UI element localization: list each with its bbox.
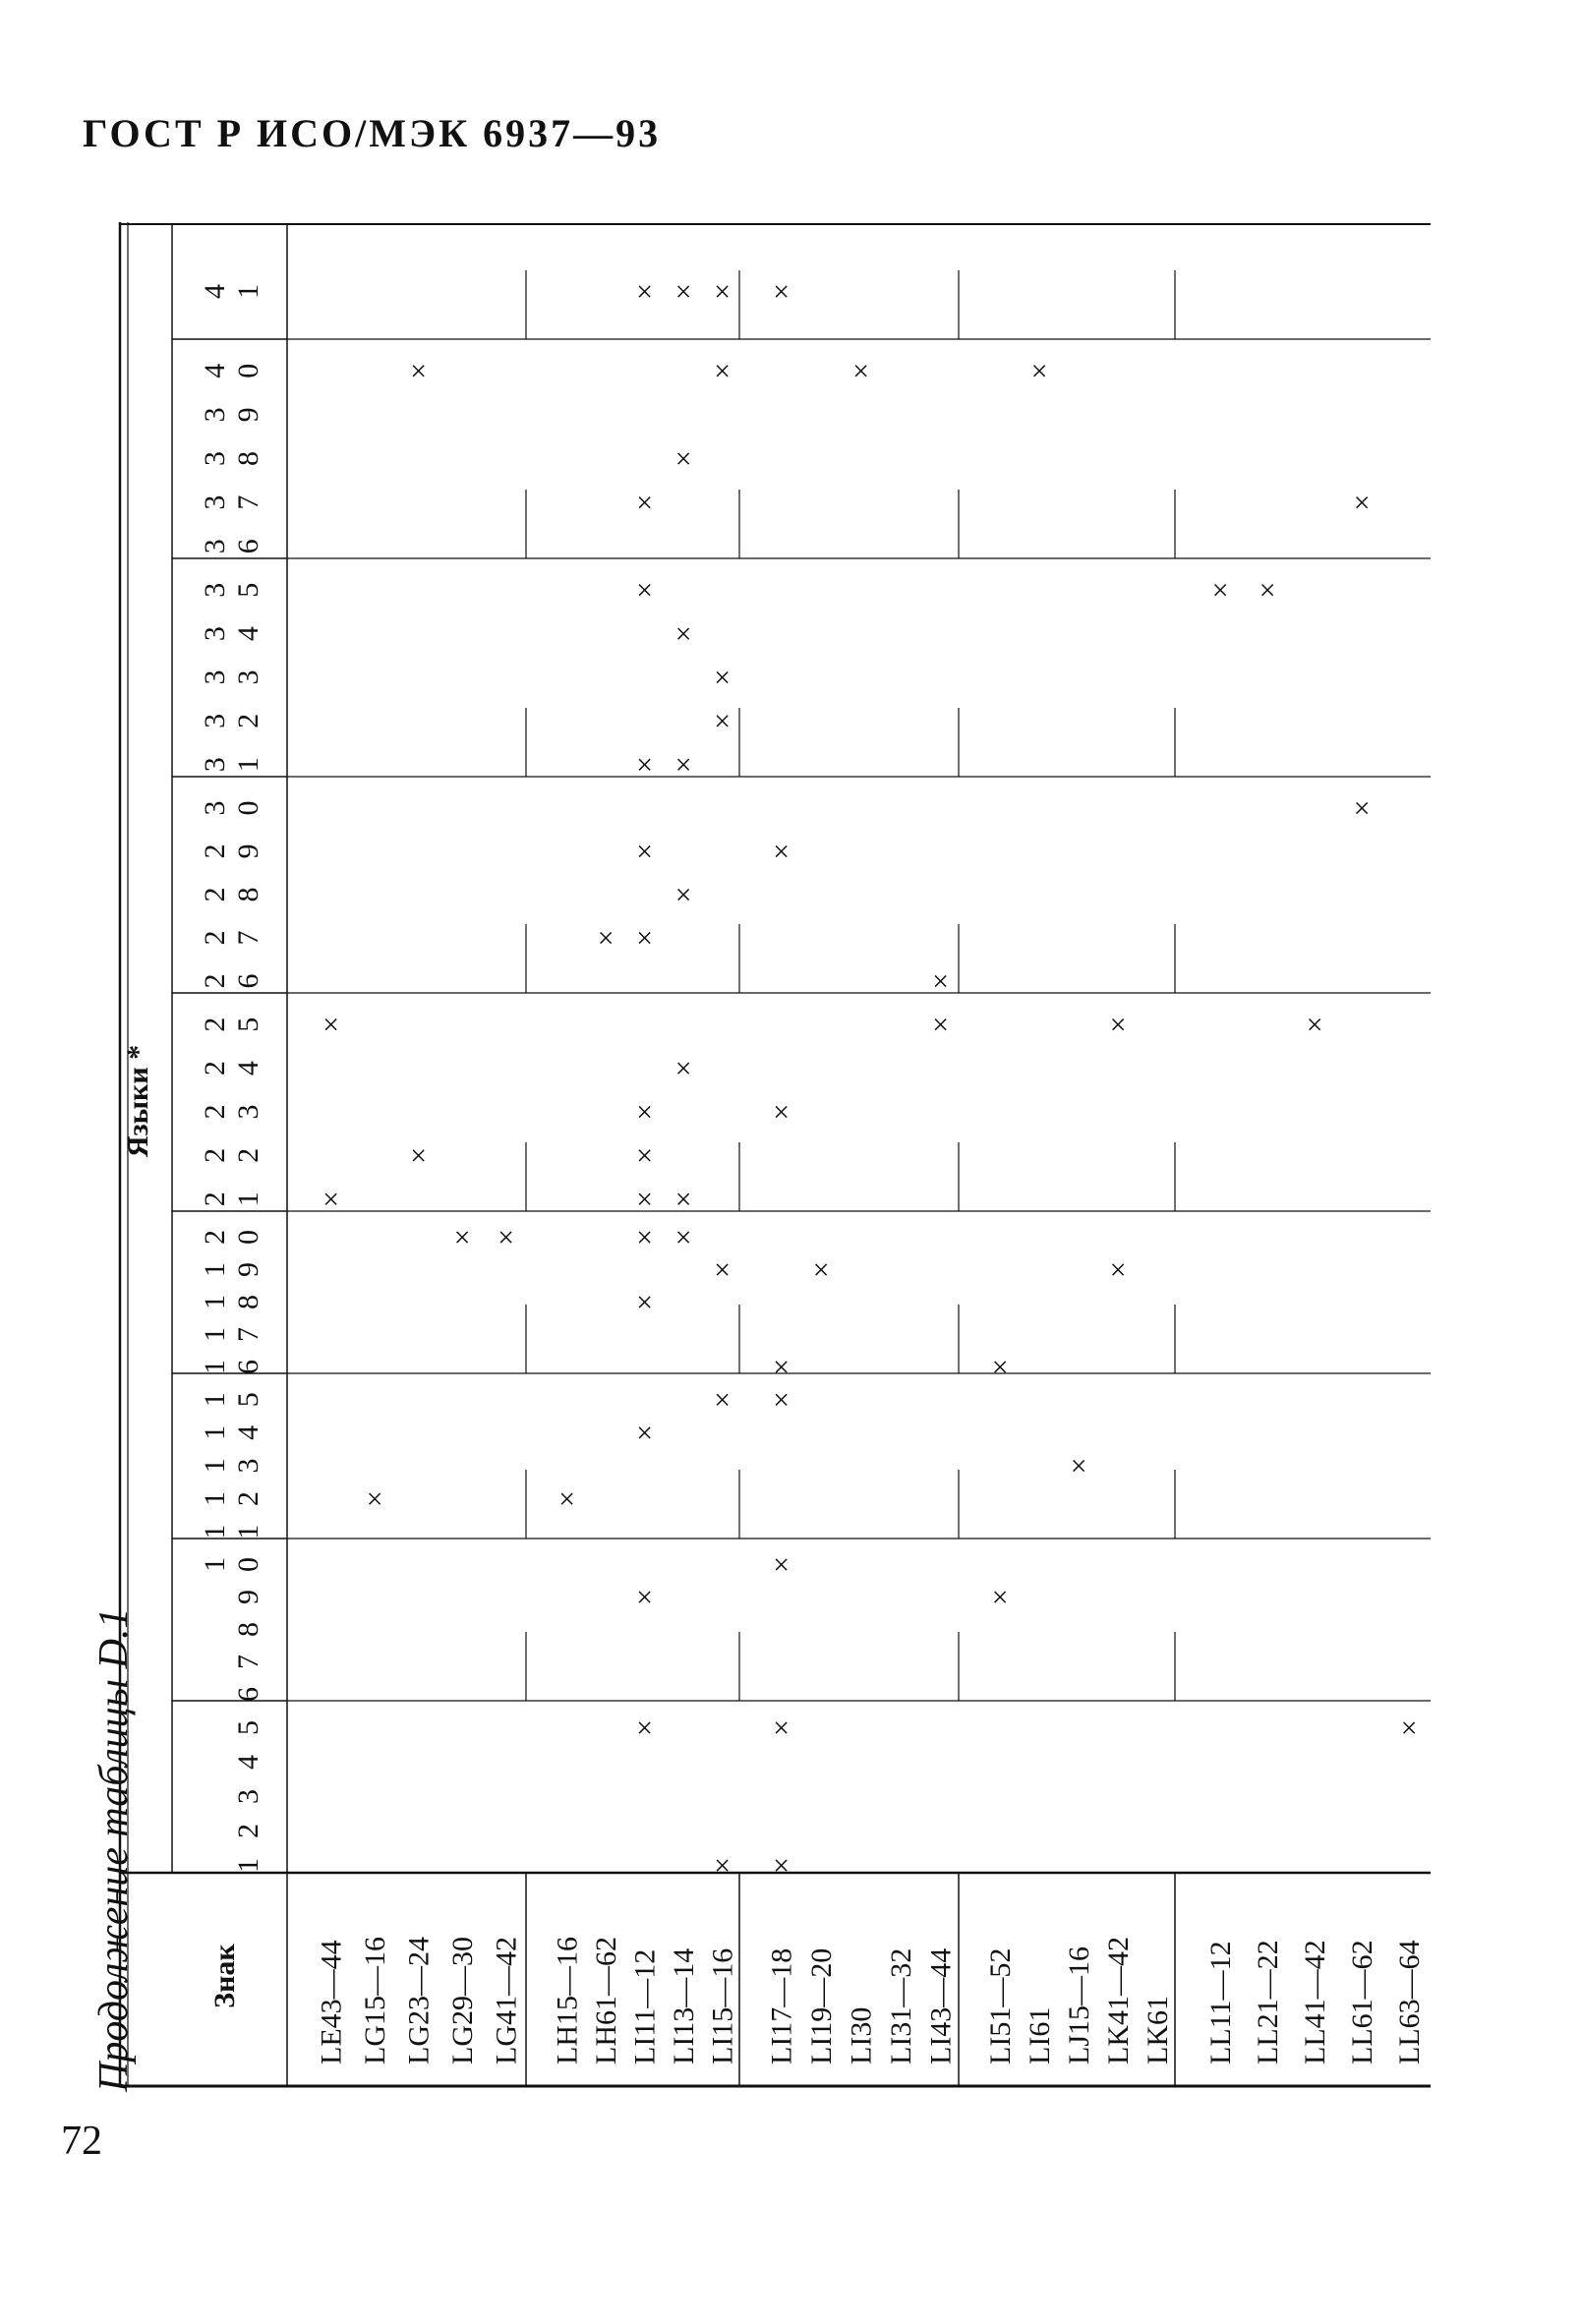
mark-cross: × <box>315 1016 348 1033</box>
column-digit-bottom: 2 <box>232 1491 264 1507</box>
column-digit-top: 1 <box>199 1360 231 1374</box>
column-digit-bottom: 7 <box>232 1655 264 1669</box>
column-digit-bottom: 9 <box>232 843 264 859</box>
column-digit-bottom: 2 <box>232 1147 264 1163</box>
sign-label: LL61—62 <box>1346 1940 1378 2064</box>
mark-cross: × <box>1102 1261 1135 1278</box>
column-digit-bottom: 6 <box>232 539 264 554</box>
column-digit-top: 1 <box>199 1491 231 1507</box>
mark-cross: × <box>1024 362 1056 379</box>
column-digit-bottom: 6 <box>232 973 264 989</box>
column-digit-bottom: 1 <box>232 757 264 773</box>
column-digit-bottom: 5 <box>232 582 264 598</box>
column-digit-top: 1 <box>199 1424 231 1440</box>
mark-cross: × <box>402 1146 436 1164</box>
column-digit-top: 4 <box>199 363 231 378</box>
column-digit-top: 2 <box>199 887 231 902</box>
column-digit-bottom: 3 <box>232 1458 264 1474</box>
column-digit-bottom: 7 <box>232 494 264 510</box>
mark-cross: × <box>628 1146 662 1164</box>
mark-cross: × <box>924 972 958 990</box>
mark-cross: × <box>628 283 662 300</box>
column-digit-bottom: 4 <box>232 1061 264 1076</box>
column-digit-top: 2 <box>199 1230 231 1245</box>
sign-label: LI15—16 <box>706 1947 739 2064</box>
column-digit-bottom: 5 <box>232 1720 264 1735</box>
column-digit-top: 1 <box>199 1295 231 1309</box>
column-digit-bottom: 3 <box>232 669 264 685</box>
sign-label: LI13—14 <box>667 1947 700 2064</box>
sign-label: LI19—20 <box>804 1947 838 2064</box>
column-digit-top: 3 <box>199 407 231 423</box>
column-digit-bottom: 8 <box>232 1622 264 1637</box>
column-digit-top: 2 <box>199 1061 231 1076</box>
document-header: ГОСТ Р ИСО/МЭК 6937—93 <box>83 111 662 155</box>
column-digit-bottom: 3 <box>232 1104 264 1120</box>
column-digit-top: 2 <box>199 843 231 859</box>
mark-cross: × <box>628 494 662 511</box>
sign-label: LG23—24 <box>402 1937 436 2064</box>
sign-label: LL41—42 <box>1299 1940 1331 2064</box>
mark-cross: × <box>765 1719 798 1736</box>
mark-cross: × <box>765 1103 798 1121</box>
mark-cross: × <box>804 1261 838 1278</box>
column-digit-bottom: 1 <box>232 284 264 299</box>
column-digit-bottom: 3 <box>232 1789 264 1804</box>
mark-cross: × <box>628 842 662 860</box>
mark-cross: × <box>667 625 700 643</box>
mark-cross: × <box>358 1490 391 1508</box>
column-digit-bottom: 4 <box>232 1755 264 1770</box>
column-digit-bottom: 1 <box>232 1858 264 1873</box>
mark-cross: × <box>706 1391 739 1409</box>
mark-cross: × <box>706 1261 739 1278</box>
mark-cross: × <box>402 362 436 379</box>
page-number: 72 <box>61 2119 102 2164</box>
column-digit-bottom: 0 <box>232 800 264 816</box>
mark-cross: × <box>1393 1719 1426 1736</box>
sign-label: LI43—44 <box>924 1947 958 2064</box>
sign-header: Знак <box>208 1944 241 2008</box>
column-digit-top: 4 <box>199 284 231 299</box>
mark-cross: × <box>706 362 739 379</box>
mark-cross: × <box>765 1556 798 1573</box>
column-digit-bottom: 4 <box>232 1424 264 1440</box>
mark-cross: × <box>667 283 700 300</box>
column-digit-bottom: 9 <box>232 1262 264 1277</box>
column-digit-top: 2 <box>199 1191 231 1207</box>
column-digit-bottom: 2 <box>232 1824 264 1838</box>
table-text <box>122 283 1426 2064</box>
mark-cross: × <box>628 1294 662 1310</box>
column-digit-bottom: 1 <box>232 1191 264 1207</box>
column-digit-top: 3 <box>199 582 231 598</box>
sign-label: LG15—16 <box>358 1937 391 2064</box>
sign-label: LL21—22 <box>1252 1940 1284 2064</box>
column-digit-bottom: 2 <box>232 713 264 728</box>
column-digit-top: 3 <box>199 494 231 510</box>
sign-label: LI61 <box>1024 2006 1056 2064</box>
sign-label: LI51—52 <box>984 1947 1017 2064</box>
column-digit-bottom: 0 <box>232 1557 264 1572</box>
column-digit-top: 1 <box>199 1392 231 1408</box>
mark-cross: × <box>628 1103 662 1121</box>
mark-cross: × <box>1346 494 1378 511</box>
column-digit-bottom: 7 <box>232 1327 264 1342</box>
mark-cross: × <box>628 756 662 774</box>
column-digit-bottom: 8 <box>232 1295 264 1309</box>
column-digit-top: 3 <box>199 757 231 773</box>
mark-cross: × <box>1102 1016 1135 1033</box>
column-digit-bottom: 6 <box>232 1360 264 1374</box>
mark-cross: × <box>315 1191 348 1208</box>
mark-cross: × <box>765 1857 798 1874</box>
column-digit-bottom: 8 <box>232 451 264 466</box>
mark-cross: × <box>667 450 700 467</box>
mark-cross: × <box>628 1423 662 1441</box>
column-digit-bottom: 6 <box>232 1687 264 1702</box>
column-digit-bottom: 7 <box>232 930 264 946</box>
sign-label: LI17—18 <box>765 1947 798 2064</box>
mark-cross: × <box>706 1857 739 1874</box>
mark-cross: × <box>628 581 662 599</box>
column-digit-top: 1 <box>199 1262 231 1277</box>
mark-cross: × <box>667 756 700 774</box>
column-digit-top: 1 <box>199 1458 231 1474</box>
mark-cross: × <box>924 1016 958 1033</box>
mark-cross: × <box>706 283 739 300</box>
column-digit-top: 1 <box>199 1524 231 1540</box>
table-caption: Продолжение таблицы D.1 <box>91 1607 137 2092</box>
sign-label: LK61 <box>1142 1996 1174 2064</box>
mark-cross: × <box>845 362 878 379</box>
mark-cross: × <box>490 1229 523 1246</box>
column-digit-bottom: 4 <box>232 626 264 642</box>
column-digit-top: 1 <box>199 1557 231 1572</box>
column-digit-bottom: 5 <box>232 1017 264 1032</box>
column-digit-top: 2 <box>199 1147 231 1163</box>
column-digit-bottom: 1 <box>232 1524 264 1540</box>
column-digit-top: 3 <box>199 539 231 554</box>
mark-cross: × <box>765 283 798 300</box>
mark-cross: × <box>667 1060 700 1077</box>
mark-cross: × <box>1346 799 1378 817</box>
mark-cross: × <box>628 929 662 947</box>
column-digit-top: 3 <box>199 451 231 466</box>
sign-label: LI30 <box>845 2006 878 2064</box>
mark-cross: × <box>667 1229 700 1246</box>
languages-header: Языки * <box>122 1044 154 1158</box>
column-digit-top: 2 <box>199 1104 231 1120</box>
mark-cross: × <box>551 1490 584 1508</box>
sign-label: LL11—12 <box>1204 1941 1237 2064</box>
sign-label: LI11—12 <box>628 1948 662 2064</box>
mark-cross: × <box>706 668 739 686</box>
mark-cross: × <box>667 886 700 903</box>
sign-label: LG29—30 <box>446 1937 480 2064</box>
column-digit-bottom: 5 <box>232 1392 264 1408</box>
mark-cross: × <box>765 1391 798 1409</box>
sign-label: LH15—16 <box>551 1937 584 2064</box>
column-digit-top: 3 <box>199 713 231 728</box>
mark-cross: × <box>628 1719 662 1736</box>
column-digit-top: 3 <box>199 669 231 685</box>
sign-label: LG41—42 <box>490 1937 523 2064</box>
column-digit-top: 2 <box>199 973 231 989</box>
column-digit-top: 3 <box>199 800 231 816</box>
column-digit-bottom: 0 <box>232 1230 264 1245</box>
sign-label: LH61—62 <box>590 1937 623 2064</box>
column-digit-bottom: 8 <box>232 887 264 902</box>
sign-label: LJ15—16 <box>1063 1946 1095 2064</box>
column-digit-bottom: 0 <box>232 363 264 378</box>
column-digit-top: 3 <box>199 626 231 642</box>
mark-cross: × <box>984 1589 1017 1605</box>
mark-cross: × <box>628 1229 662 1246</box>
table-lines <box>120 222 1431 2086</box>
mark-cross: × <box>984 1359 1017 1375</box>
mark-cross: × <box>1299 1016 1331 1033</box>
mark-cross: × <box>1063 1457 1095 1475</box>
column-digit-bottom: 9 <box>232 1590 264 1604</box>
sign-label: LL63—64 <box>1393 1940 1426 2064</box>
column-digit-top: 2 <box>199 930 231 946</box>
sign-label: LI31—32 <box>885 1947 918 2064</box>
mark-cross: × <box>590 929 623 947</box>
mark-cross: × <box>1252 581 1284 599</box>
mark-cross: × <box>667 1191 700 1208</box>
column-digit-top: 1 <box>199 1327 231 1342</box>
mark-cross: × <box>628 1589 662 1605</box>
sign-label: LE43—44 <box>315 1940 348 2064</box>
mark-cross: × <box>765 1359 798 1375</box>
column-digit-top: 2 <box>199 1017 231 1032</box>
mark-cross: × <box>628 1191 662 1208</box>
mark-cross: × <box>446 1229 480 1246</box>
column-digit-bottom: 9 <box>232 407 264 423</box>
sign-label: LK41—42 <box>1102 1937 1135 2064</box>
mark-cross: × <box>765 842 798 860</box>
mark-cross: × <box>706 712 739 729</box>
mark-cross: × <box>1204 581 1237 599</box>
